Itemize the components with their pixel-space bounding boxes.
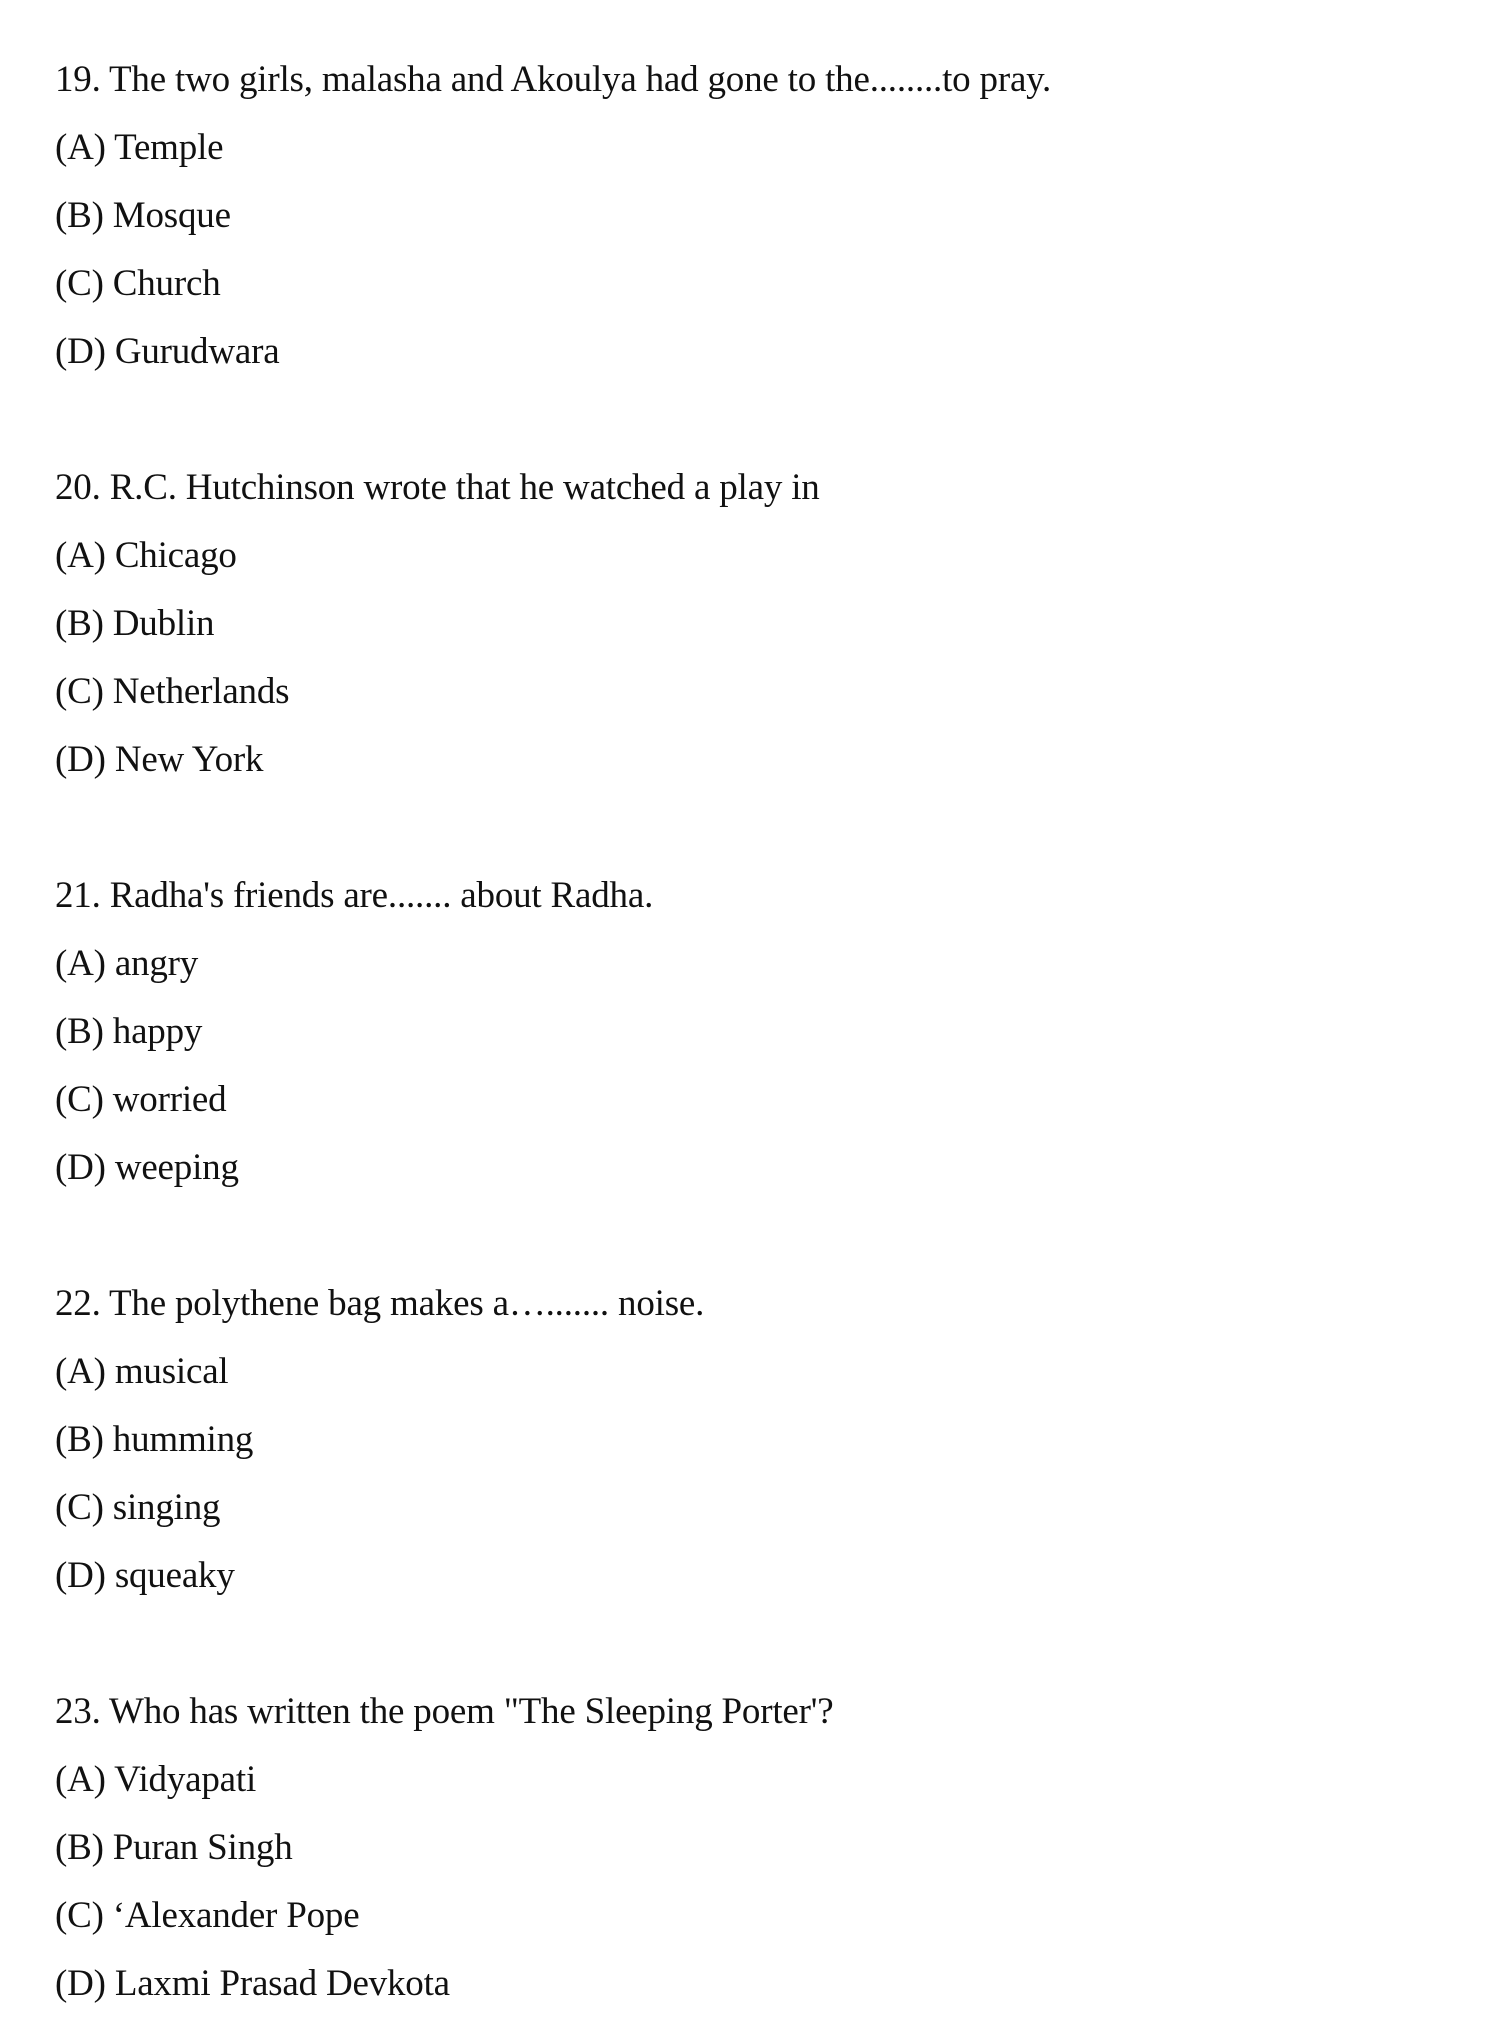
answer-option: (C) Church (55, 263, 221, 304)
answer-option: (D) squeaky (55, 1555, 235, 1596)
answer-option: (B) Mosque (55, 195, 231, 236)
answer-option: (A) Chicago (55, 535, 237, 576)
answer-option: (A) Vidyapati (55, 1759, 257, 1800)
question-block (55, 46, 1505, 386)
question-block (55, 1678, 1505, 2018)
question-text: 20. R.C. Hutchinson wrote that he watched a play in (55, 467, 820, 508)
answer-option: (C) ‘Alexander Pope (55, 1895, 360, 1936)
answer-option: (B) Puran Singh (55, 1827, 293, 1868)
question-text: 19. The two girls, malasha and Akoulya had gone to the........to pray. (55, 59, 1052, 100)
answer-option: (C) Netherlands (55, 671, 290, 712)
question-block (55, 454, 1505, 794)
answer-option: (B) happy (55, 1011, 203, 1052)
answer-option: (D) New York (55, 739, 264, 780)
question-block (55, 862, 1505, 1202)
question-text: 23. Who has written the poem "The Sleeping Porter'? (55, 1691, 834, 1732)
answer-option: (C) worried (55, 1079, 227, 1120)
answer-option: (D) Laxmi Prasad Devkota (55, 1963, 450, 2004)
question-text: 22. The polythene bag makes a…....... noise. (55, 1283, 705, 1324)
question-text: 21. Radha's friends are....... about Radha. (55, 875, 654, 916)
answer-option: (B) humming (55, 1419, 254, 1460)
answer-option: (A) Temple (55, 127, 224, 168)
answer-option: (A) musical (55, 1351, 229, 1392)
answer-option: (A) angry (55, 943, 199, 984)
question-block (55, 1270, 1505, 1610)
answer-option: (D) Gurudwara (55, 331, 280, 372)
answer-option: (D) weeping (55, 1147, 239, 1188)
answer-option: (B) Dublin (55, 603, 215, 644)
answer-option: (C) singing (55, 1487, 221, 1528)
